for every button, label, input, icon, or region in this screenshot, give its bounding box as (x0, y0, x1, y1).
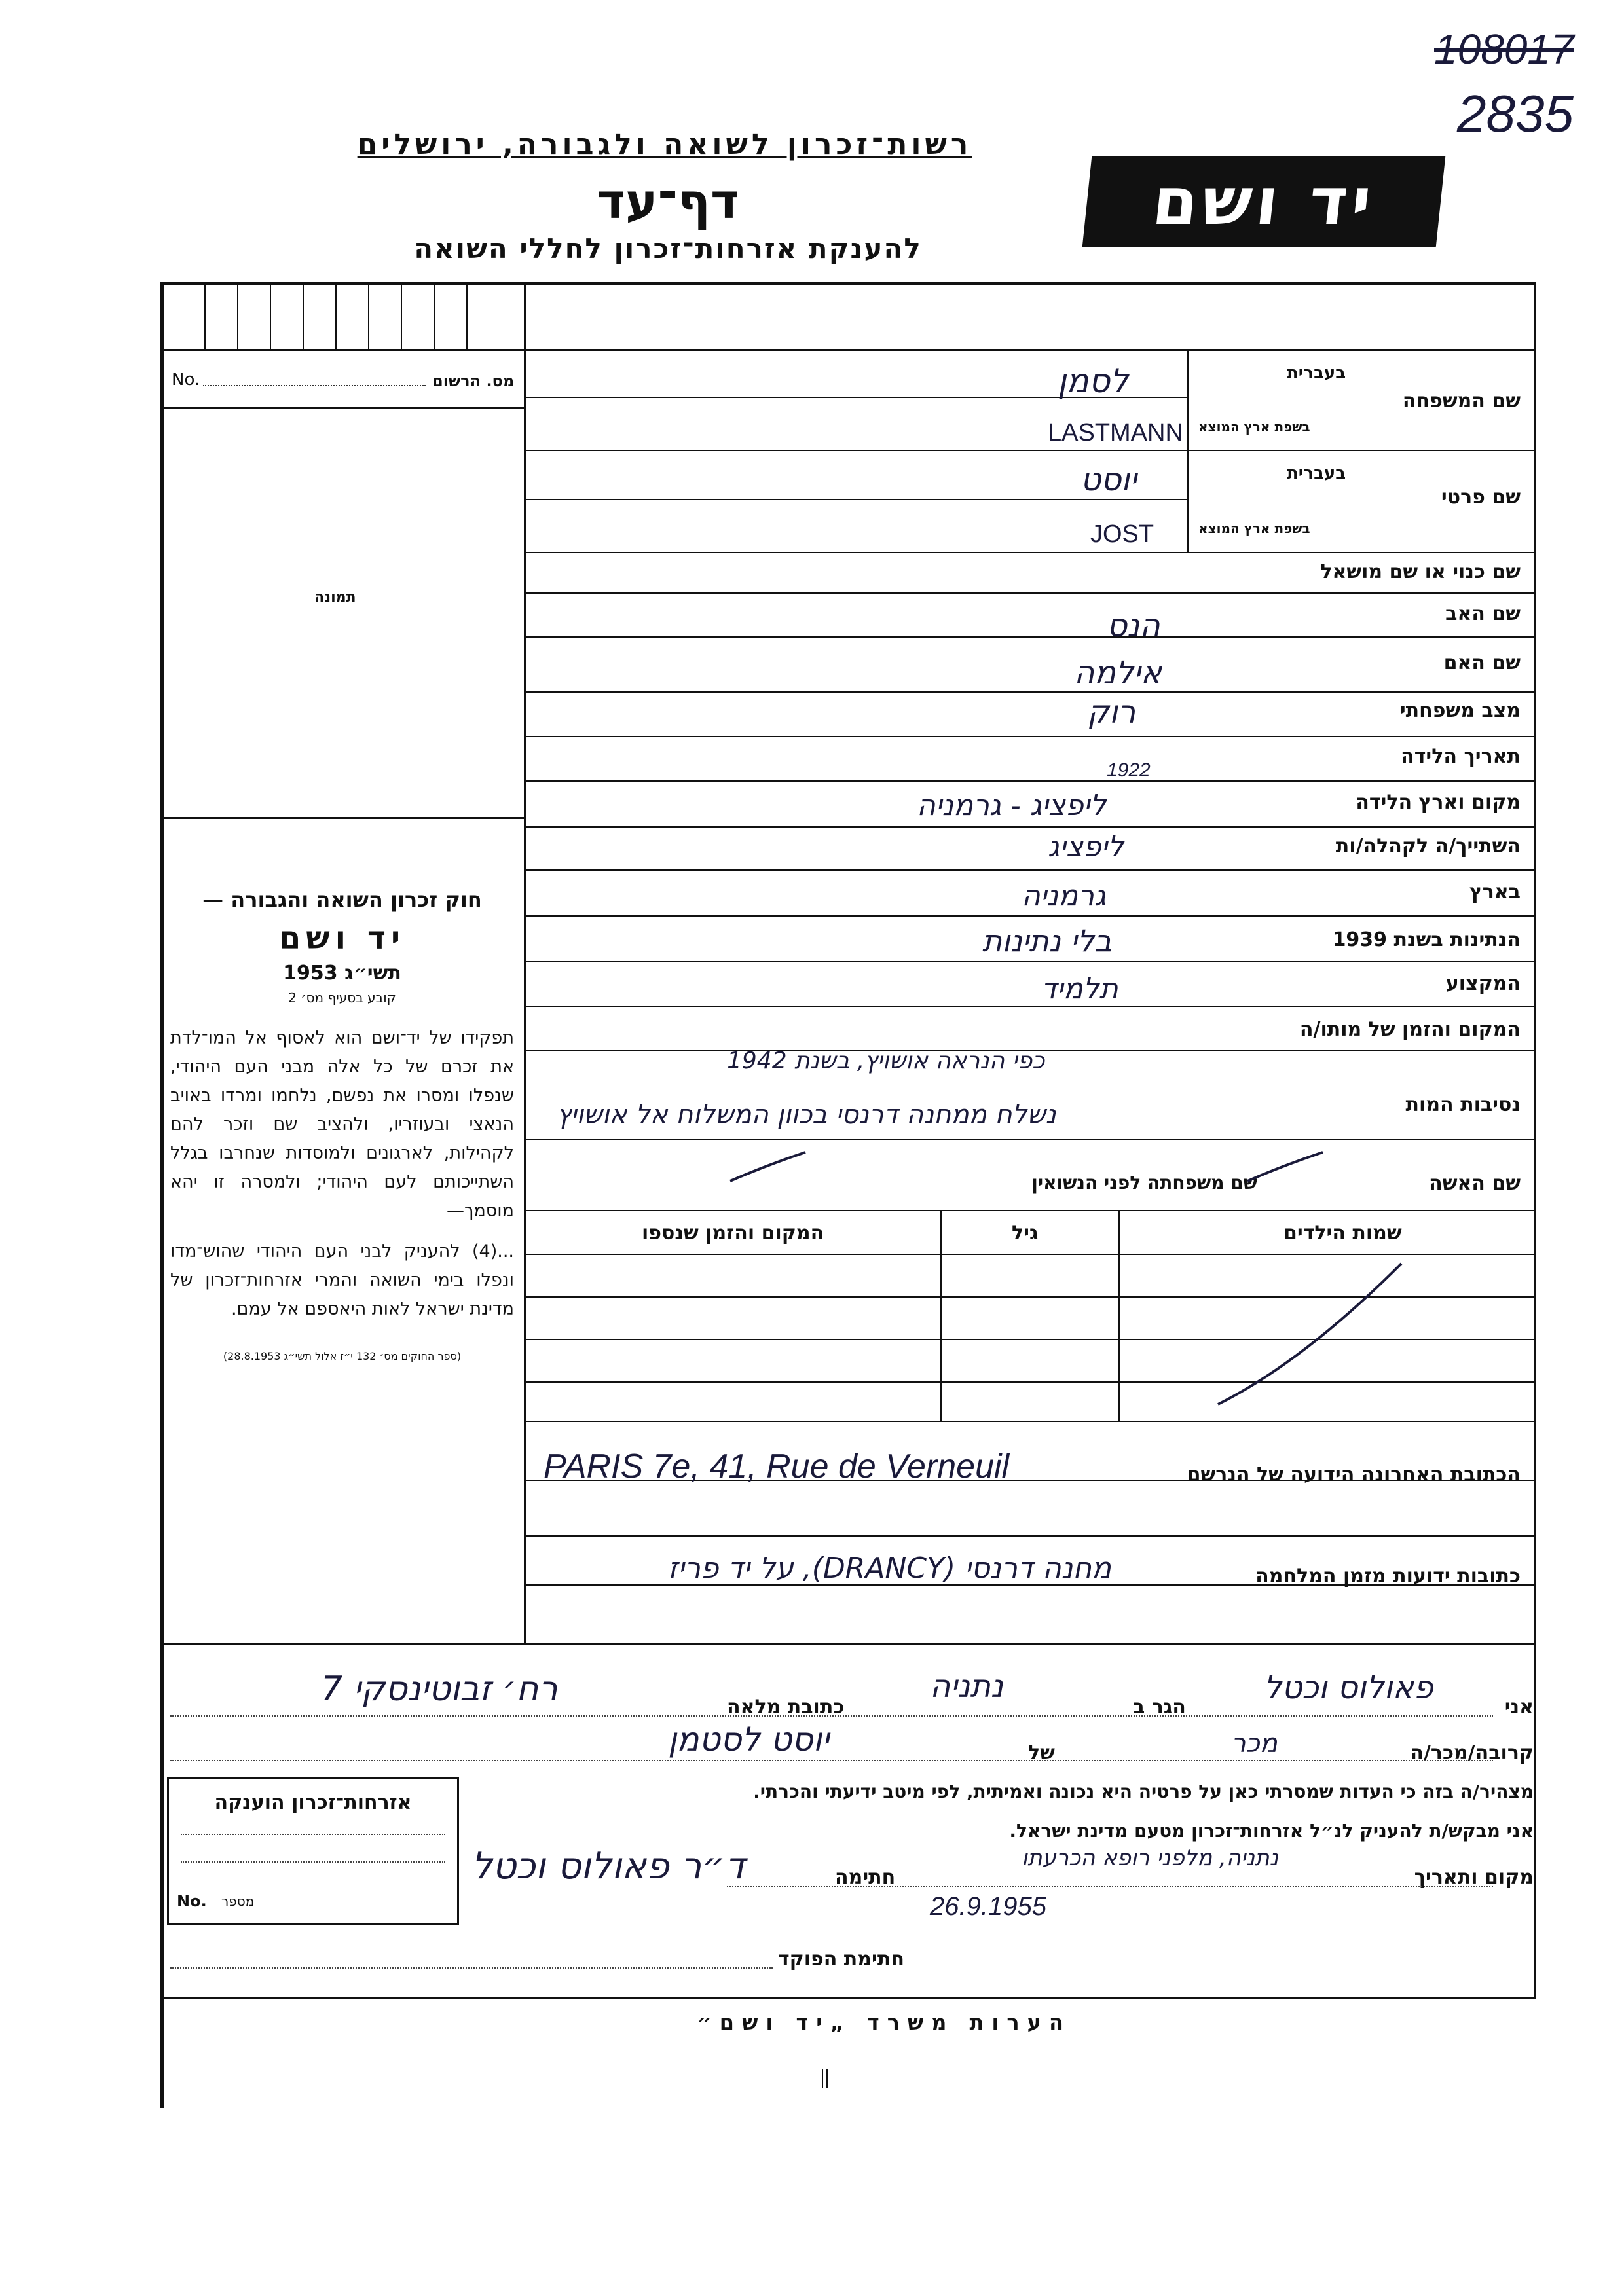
marital-value: רוק (1087, 694, 1136, 731)
father-value: הנס (1107, 608, 1160, 644)
blank-boxes-bottom (160, 349, 1536, 351)
birth-date-label: תאריך הלידה (1401, 745, 1521, 768)
death-place-label: המקום והזמן של מותו/ה (1299, 1018, 1521, 1041)
struck-number: 108017 (1434, 26, 1574, 73)
box-divider (401, 282, 402, 349)
row-line (524, 691, 1534, 693)
of-name: יוסט לסטמן (668, 1721, 830, 1758)
row-line (524, 1535, 1534, 1537)
place-date-label: מקום ותאריך (1414, 1866, 1534, 1889)
footer-mark (826, 2069, 828, 2088)
award-line (181, 1861, 445, 1863)
row-line (524, 552, 1534, 553)
law-paragraph-1: תפקידו של יד־ושם הוא לאסוף אל המו־לדת את זכרם של כל אלה מבני העם היהודי, שנפלו ומסרו את נפשם, נלחמו ומרדו באויב הנאצי ובעוזריו, ולהציב שם וזכר להם לקהילות, לארגונים ולמוסדות שנחרבו בגלל השתייכותם לעם היהודי; ולמסרה זו יהא מוסמך— (170, 1028, 514, 1221)
award-box-title: אזרחות־זכרון הוענקה (214, 1791, 412, 1814)
footer-top (160, 1997, 1536, 1999)
birth-place-value: ליפציג - גרמניה (917, 789, 1107, 822)
frame-top (160, 282, 1536, 285)
box-divider (434, 282, 435, 349)
maiden-dash-stroke (727, 1147, 812, 1186)
line-4-dots (170, 1967, 773, 1969)
death-circumstances-label: נסיבות המות (1405, 1093, 1521, 1116)
logo-text: יד ושם (1149, 163, 1379, 240)
row-line (524, 1254, 1534, 1255)
first-name-hebrew-label: בעברית (1287, 464, 1346, 483)
family-name-origin-value: LASTMANN (1048, 419, 1183, 446)
children-col-divider (940, 1210, 942, 1421)
war-addresses-value: מחנה דרנסי (DRANCY), על יד פריז (668, 1552, 1111, 1585)
frame-left (160, 282, 164, 2108)
declarant-i-label: אני (1504, 1696, 1534, 1719)
declarant-city: נתניה (930, 1668, 1004, 1705)
row-line (524, 1139, 1534, 1140)
box-divider (270, 282, 271, 349)
birth-date-value: 1922 (1107, 759, 1151, 781)
law-paragraph-2: ...(4) להעניק לבני העם היהודי שהוש־מדו ונפלו בימי השואה והמרי אזרחות־זכרון של מדינת ישראל לאות היאספם אל עמם. (170, 1241, 514, 1319)
law-clause: קובע בסעיף מס׳ 2 (288, 990, 396, 1006)
officer-signature-label: חתימת הפוקד (778, 1948, 904, 1971)
details-bottom (160, 1643, 1536, 1645)
row-line (524, 1421, 1534, 1422)
declaration-date: 26.9.1955 (930, 1892, 1046, 1921)
profession-label: המקצוע (1445, 972, 1521, 995)
row-line (524, 592, 1534, 594)
law-year: תשי״ג 1953 (283, 962, 401, 985)
box-divider (237, 282, 238, 349)
signature-label: חתימה (835, 1866, 896, 1889)
declare-text: מצהיר/ה בזה כי העדות שמסרתי כאן על פרטיה היא נכונה ואמיתית, לפי מיטב ידיעתי והכרתי. (753, 1781, 1534, 1802)
award-line (181, 1834, 445, 1835)
frame-right (1534, 282, 1536, 1997)
award-number-label: מספר (221, 1893, 255, 1909)
row-line (524, 1210, 1534, 1211)
first-name-hebrew-value: יוסט (1080, 462, 1137, 498)
death-place-value: כפי הנראה אושויץ, בשנת 1942 (727, 1048, 1045, 1074)
of-label: של (1028, 1741, 1055, 1764)
request-text: אני מבקש/ת להעניק לנ״ל אזרחות־זכרון מטעם מדינת ישראל. (1009, 1820, 1534, 1842)
family-name-origin-label: בשפת ארץ המוצא (1198, 419, 1310, 435)
award-no: No. (177, 1892, 207, 1910)
first-name-origin-label: בשפת ארץ המוצא (1198, 520, 1310, 536)
father-label: שם האב (1445, 602, 1521, 625)
line-2-dots (170, 1760, 1493, 1761)
relation-label: קרובה/מכר/ה (1410, 1741, 1534, 1764)
mother-value: אילמה (1074, 655, 1162, 691)
row-line (524, 826, 1534, 828)
family-name-hebrew-value: לסמן (1058, 362, 1129, 400)
line-1-dots (170, 1715, 1493, 1717)
address-label: כתובת מלאה (727, 1696, 845, 1719)
frame-divider (524, 282, 526, 1643)
row-line (524, 499, 1187, 500)
country-value: גרמניה (1022, 879, 1107, 913)
wife-label: שם האשה (1429, 1172, 1521, 1195)
family-name-label: שם המשפחה (1402, 390, 1521, 412)
signature: ד״ר פאולוס וכטל (471, 1845, 745, 1887)
registry-label: מס. הרשום (432, 372, 515, 390)
row-line (524, 780, 1534, 782)
registry-dots (203, 385, 426, 386)
form-subtitle: להענקת אזרחות־זכרון לחללי השואה (414, 232, 922, 264)
last-address-label: הכתובת האחרונה הידועה של הנרשם (1187, 1463, 1521, 1486)
children-col-divider (1118, 1210, 1120, 1421)
last-address-value: PARIS 7e, 41, Rue de Verneuil (544, 1448, 1010, 1485)
first-name-label: שם פרטי (1441, 486, 1521, 509)
children-place-label: המקום והזמן שנספו (642, 1222, 824, 1245)
box-divider (368, 282, 369, 349)
row-line (524, 736, 1534, 737)
profession-value: תלמיד (1041, 972, 1118, 1006)
law-name: יד ושם (278, 920, 406, 957)
photo-bottom (160, 817, 524, 819)
row-line (524, 1006, 1534, 1007)
footer-mark (822, 2069, 823, 2088)
form-title: דף־עד (597, 173, 739, 230)
box-divider (204, 282, 206, 349)
award-box (167, 1777, 459, 1925)
wife-dash-stroke (1244, 1147, 1329, 1186)
yad-vashem-logo (1082, 156, 1446, 247)
registry-no: No. (172, 370, 200, 390)
nickname-label: שם כנוי או שם מושאל (1320, 560, 1521, 583)
community-value: ליפציג (1048, 830, 1124, 864)
relation-value: מכר (1231, 1728, 1278, 1758)
box-divider (335, 282, 337, 349)
place-date-value: נתניה, מלפני רופא הכרעתו (1022, 1845, 1279, 1871)
birth-place-label: מקום וארץ הלידה (1356, 791, 1521, 814)
declarant-address: רח׳ זבוטינסקי 7 (321, 1669, 558, 1709)
children-names-label: שמות הילדים (1283, 1222, 1402, 1245)
row-line (524, 450, 1534, 451)
law-text (170, 887, 514, 1362)
citizenship-label: הנתינות בשנת 1939 (1332, 928, 1521, 951)
lives-in-label: הגר ב (1133, 1696, 1186, 1719)
photo-label: תמונה (314, 589, 356, 606)
declarant-name: פאולוס וכטל (1264, 1669, 1433, 1706)
marital-label: מצב משפחתי (1399, 699, 1521, 722)
registry-bottom (160, 407, 524, 409)
law-heading: חוק זכרון השואה והגבורה — (202, 887, 482, 912)
family-name-hebrew-label: בעברית (1287, 363, 1346, 383)
children-strike-stroke (1205, 1257, 1414, 1414)
row-line (524, 636, 1534, 638)
line-3-dots (727, 1886, 1493, 1887)
community-label: השתייך/ה לקהלה/ות (1335, 835, 1521, 858)
children-age-label: גיל (1012, 1222, 1039, 1245)
mother-label: שם האם (1443, 651, 1521, 674)
war-addresses-label: כתובות ידועות מזמן המלחמה (1255, 1565, 1521, 1588)
authority-name: רשות־זכרון לשואה ולגבורה, ירושלים (357, 128, 972, 161)
box-divider (303, 282, 304, 349)
first-name-origin-value: JOST (1090, 520, 1154, 548)
death-circumstances-value: נשלח ממחנה דרנסי בכוון המשלוח אל אושויץ (557, 1100, 1056, 1130)
law-citation: (ספר החוקים מס׳ 132 י״ז אלול תשי״ג 28.8.1953) (223, 1350, 462, 1362)
footer-remarks: הערות משרד „יד ושם״ (697, 2010, 1071, 2035)
row-line (524, 915, 1534, 917)
country-label: בארץ (1469, 881, 1521, 903)
box-divider (466, 282, 468, 349)
file-number: 2835 (1457, 84, 1574, 143)
row-line (524, 961, 1534, 962)
wife-maiden-label: שם משפחתה לפני הנשואין (1031, 1172, 1257, 1194)
citizenship-value: בלי נתינות (982, 923, 1112, 958)
row-line (524, 869, 1534, 871)
